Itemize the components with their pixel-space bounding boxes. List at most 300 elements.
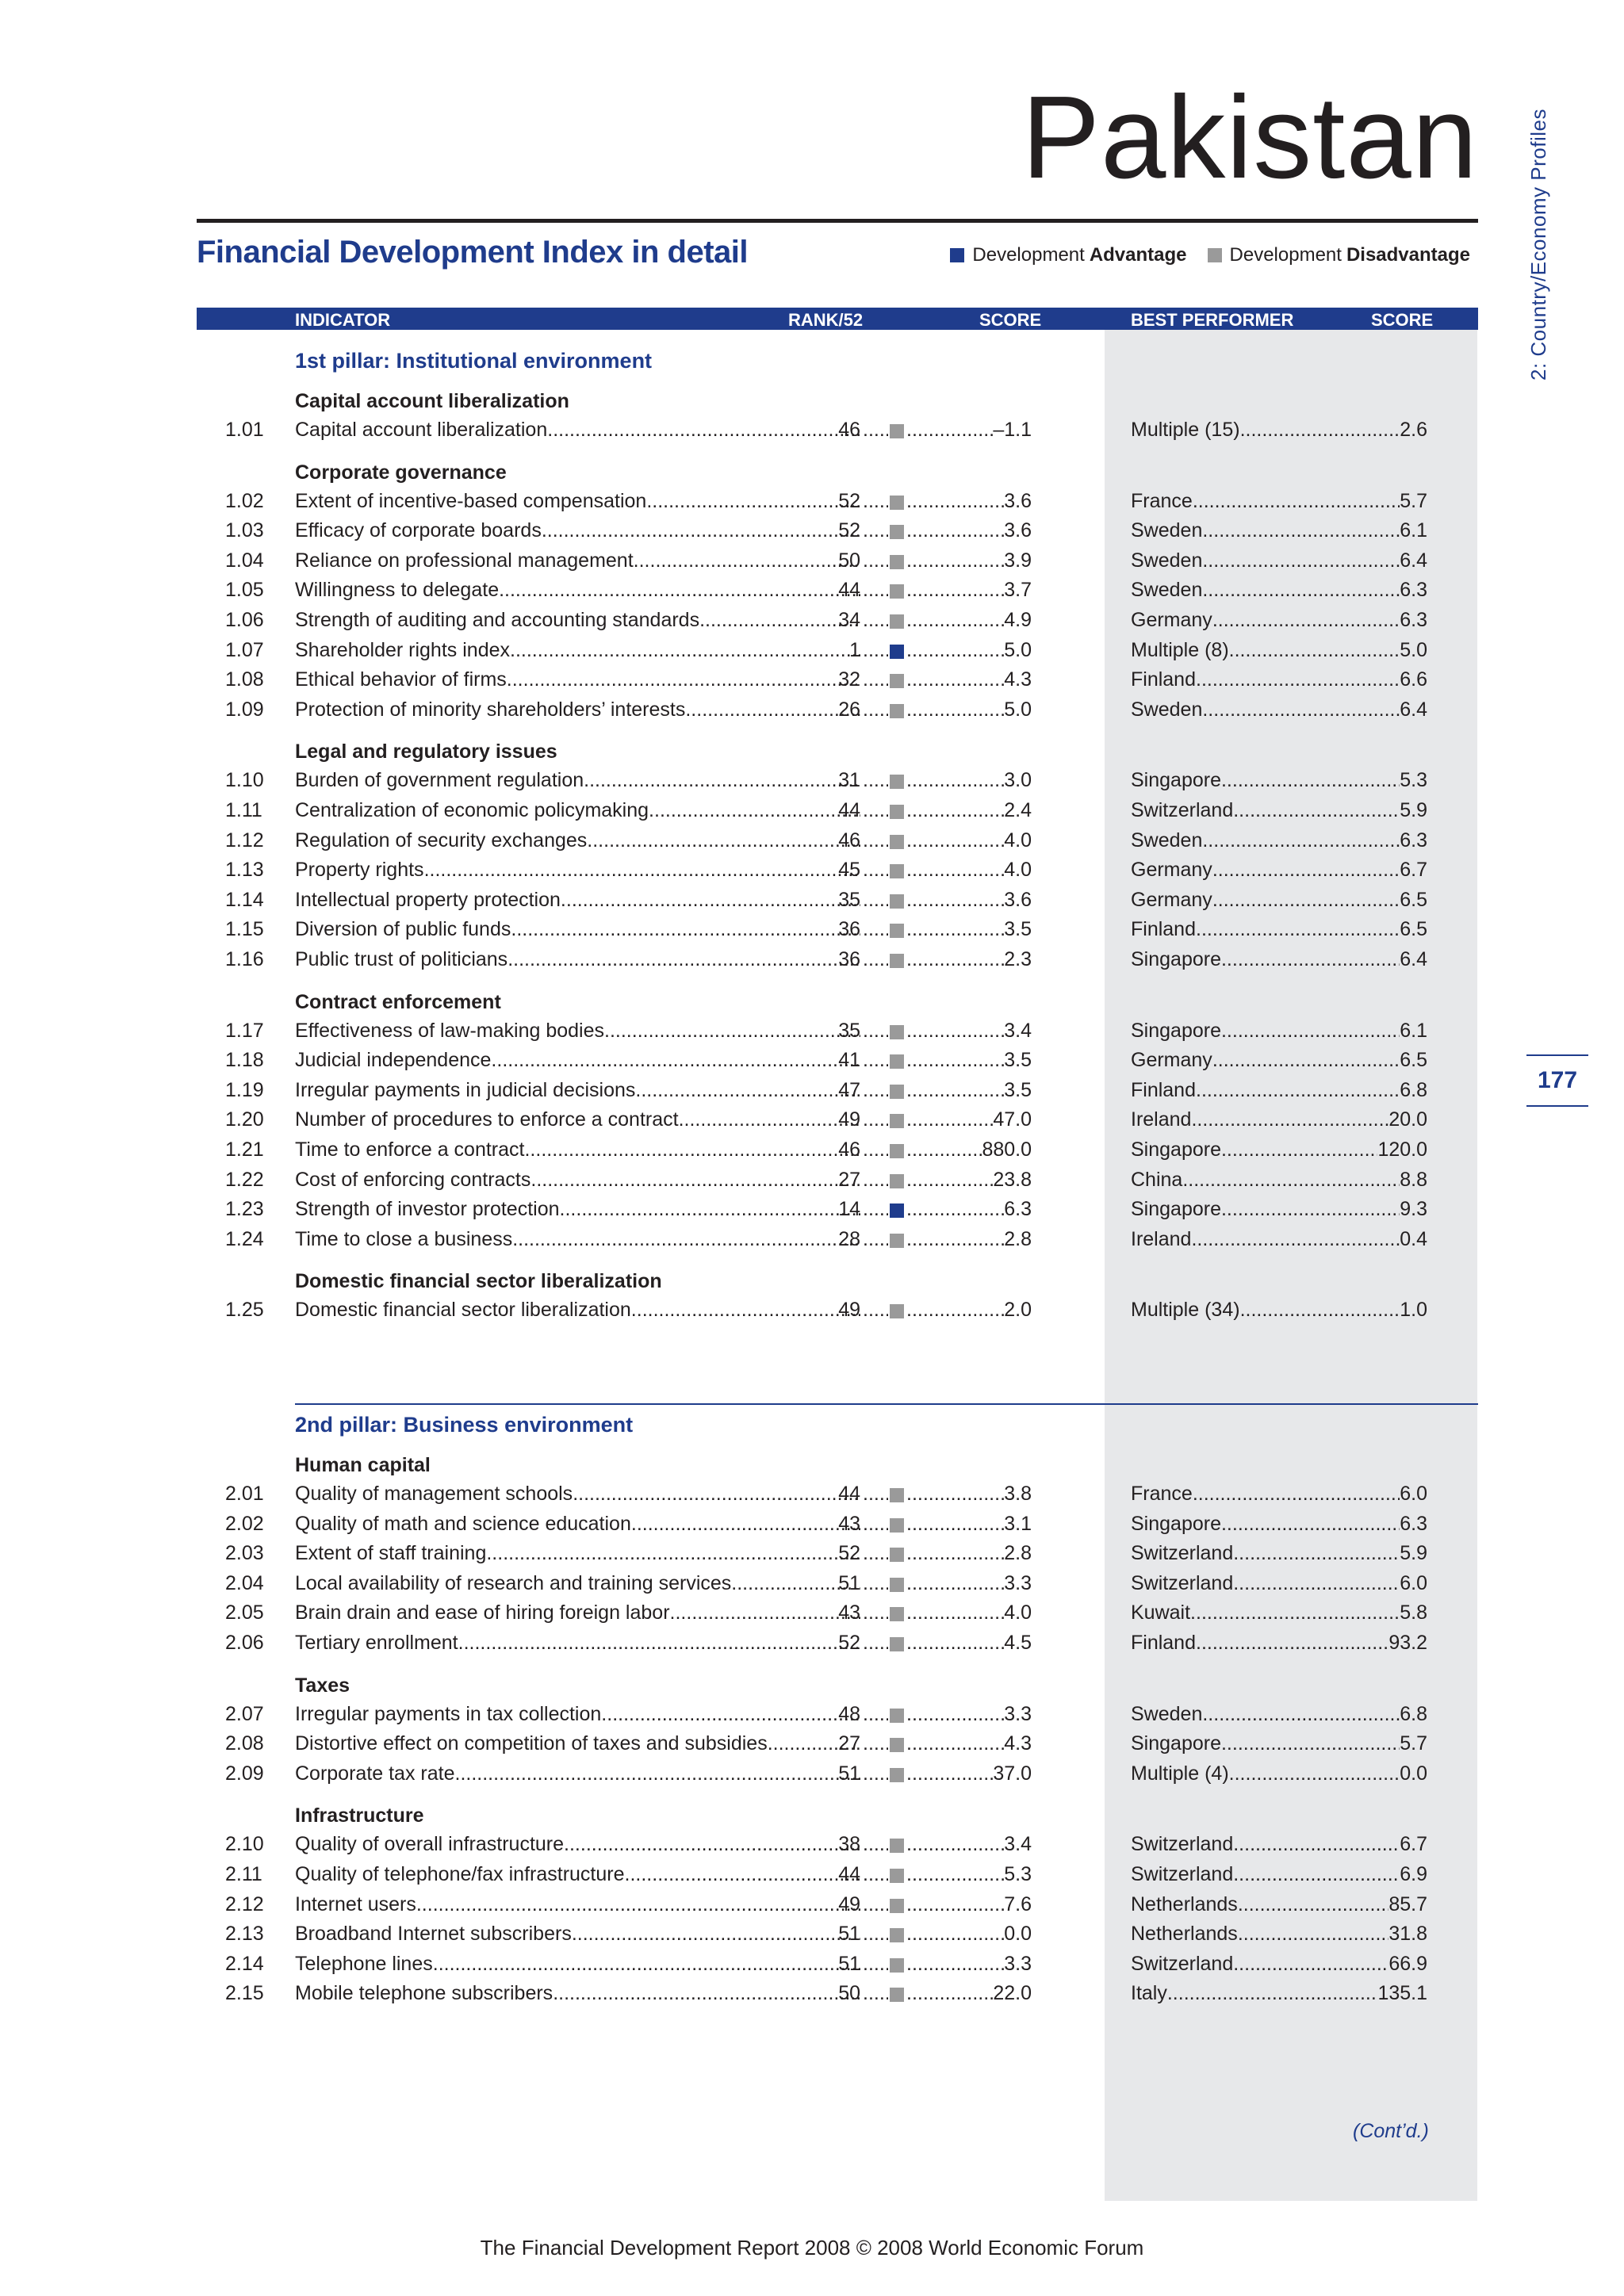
dot-leader [906,1020,1004,1043]
rank-value: 48 [838,1702,860,1725]
table-row [0,769,1624,798]
indicator-leader [295,1020,860,1043]
disadvantage-swatch [1208,248,1222,262]
dot-leader [1212,1049,1400,1072]
indicator-name: Strength of auditing and accounting standards [295,609,700,631]
disadvantage-marker [890,1548,904,1562]
table-row [0,1732,1624,1761]
table-row [0,490,1624,519]
dot-leader [906,948,1004,971]
best-performer-cell [1131,609,1427,632]
best-performer-name: Netherlands [1131,1923,1238,1946]
indicator-leader [295,419,860,442]
score-cell [906,549,1032,572]
legend-disadvantage-bold: Disadvantage [1346,244,1470,266]
score-cell [906,1198,1032,1221]
best-performer-cell [1131,1572,1427,1595]
rank-value: 51 [838,1923,860,1946]
indicator-name: Quality of management schools [295,1483,573,1505]
score-value: 23.8 [993,1168,1032,1191]
indicator-leader [295,609,860,632]
dot-leader [685,698,860,721]
indicator-number: 1.05 [225,579,264,602]
disadvantage-marker [890,1234,904,1248]
best-performer-name: Singapore [1131,1019,1221,1042]
indicator-number: 2.07 [225,1702,264,1725]
rank-value: 31 [838,769,860,792]
score-value: 3.4 [1004,1833,1032,1856]
disadvantage-marker [890,954,904,968]
dot-leader [863,490,888,513]
best-performer-score: 9.3 [1400,1198,1427,1221]
score-value: 4.5 [1004,1632,1032,1654]
best-performer-name: Singapore [1131,948,1221,970]
indicator-leader [295,1513,860,1536]
rank-value: 49 [838,1299,860,1322]
rank-value: 52 [838,519,860,542]
dot-leader [1229,639,1400,662]
indicator-number: 1.01 [225,419,264,441]
score-cell [906,769,1032,792]
dot-leader [530,1169,860,1192]
best-performer-cell [1131,1513,1427,1536]
dot-leader [863,1572,888,1595]
dot-leader [863,1953,888,1976]
indicator-leader [295,519,860,542]
indicator-number: 1.18 [225,1049,264,1072]
dot-leader [863,1169,888,1192]
dot-leader [564,1833,860,1856]
disadvantage-marker [890,1085,904,1099]
disadvantage-marker [890,1304,904,1318]
dot-leader [1202,829,1400,852]
indicator-leader [295,639,860,662]
score-value: 2.8 [1004,1227,1032,1250]
indicator-name: Brain drain and ease of hiring foreign labor [295,1601,670,1624]
best-performer-score: 6.0 [1400,1571,1427,1594]
indicator-number: 1.12 [225,828,264,851]
score-cell [906,1513,1032,1536]
score-cell [906,1228,1032,1251]
indicator-leader [295,1893,860,1916]
indicator-number: 1.03 [225,519,264,542]
rank-value: 26 [838,698,860,721]
indicator-leader [295,1542,860,1565]
best-performer-name: Switzerland [1131,1863,1234,1885]
table-row [0,1079,1624,1108]
indicator-number: 1.09 [225,698,264,721]
dot-leader [863,668,888,691]
group-title: Taxes [295,1674,350,1697]
table-header [197,308,1478,330]
best-performer-name: Switzerland [1131,799,1234,821]
best-performer-score: 6.5 [1400,888,1427,911]
disadvantage-marker [890,1607,904,1621]
score-cell [906,519,1032,542]
dot-leader [1233,1953,1388,1976]
table-row [0,419,1624,447]
dot-leader [906,1632,1004,1655]
score-cell [906,1169,1032,1192]
score-value: 880.0 [982,1138,1032,1161]
dot-leader [863,1893,888,1916]
indicator-number: 2.08 [225,1732,264,1755]
dot-leader [863,889,888,912]
dot-leader [906,829,1004,852]
rank-value: 46 [838,419,860,441]
best-performer-name: Sweden [1131,519,1203,542]
best-performer-cell [1131,1703,1427,1726]
indicator-name: Ethical behavior of firms [295,668,507,691]
dot-leader [1233,1572,1400,1595]
best-performer-name: Finland [1131,1632,1196,1654]
dot-leader [906,1923,1004,1946]
dot-leader [458,1632,860,1655]
best-performer-score: 120.0 [1377,1138,1427,1161]
dot-leader [906,1762,993,1785]
best-performer-score: 6.0 [1400,1483,1427,1505]
indicator-name: Intellectual property protection [295,888,561,911]
score-value: 2.3 [1004,948,1032,970]
indicator-leader [295,1079,860,1102]
indicator-leader [295,1923,860,1946]
score-value: 3.6 [1004,489,1032,512]
indicator-leader [295,1228,860,1251]
best-performer-name: Finland [1131,668,1196,691]
indicator-number: 1.23 [225,1198,264,1221]
score-cell [906,490,1032,513]
best-performer-name: Sweden [1131,549,1203,572]
dot-leader [670,1601,860,1624]
dot-leader [424,859,860,882]
score-cell [906,1138,1032,1161]
table-row [0,1863,1624,1892]
best-performer-name: Sweden [1131,828,1203,851]
dot-leader [560,1198,860,1221]
dot-leader [1221,1020,1400,1043]
dot-leader [510,639,860,662]
score-cell [906,639,1032,662]
indicator-name: Time to enforce a contract [295,1138,525,1161]
rank-value: 43 [838,1601,860,1624]
best-performer-score: 66.9 [1388,1952,1427,1975]
rank-value: 27 [838,1732,860,1755]
disadvantage-marker [890,1869,904,1883]
indicator-number: 2.12 [225,1892,264,1915]
dot-leader [512,1228,860,1251]
rank-value: 32 [838,668,860,691]
disadvantage-marker [890,704,904,718]
best-performer-cell [1131,918,1427,941]
dot-leader [863,1703,888,1726]
best-performer-name: Singapore [1131,769,1221,792]
score-value: 3.5 [1004,918,1032,941]
header-best-performer: BEST PERFORMER [1131,310,1294,330]
dot-leader [863,1483,888,1506]
dot-leader [433,1953,860,1976]
score-value: 3.3 [1004,1571,1032,1594]
table-row [0,1020,1624,1048]
indicator-number: 2.15 [225,1982,264,2005]
best-performer-name: France [1131,1483,1193,1505]
group-title: Human capital [295,1454,431,1476]
best-performer-name: Sweden [1131,579,1203,602]
indicator-leader [295,1833,860,1856]
best-performer-score: 5.7 [1400,489,1427,512]
indicator-leader [295,1108,860,1131]
best-performer-score: 6.3 [1400,828,1427,851]
dot-leader [1196,1632,1388,1655]
pillar-title: 2nd pillar: Business environment [295,1413,634,1437]
dot-leader [906,639,1004,662]
best-performer-score: 6.5 [1400,1049,1427,1072]
dot-leader [699,609,860,632]
score-value: 3.3 [1004,1952,1032,1975]
indicator-number: 2.06 [225,1632,264,1654]
best-performer-cell [1131,769,1427,792]
dot-leader [863,1982,888,2005]
indicator-name: Regulation of security exchanges [295,828,588,851]
best-performer-score: 6.1 [1400,519,1427,542]
dot-leader [491,1049,860,1072]
score-cell [906,1020,1032,1043]
dot-leader [511,918,860,941]
indicator-number: 2.14 [225,1952,264,1975]
best-performer-name: Italy [1131,1982,1167,2005]
best-performer-score: 6.4 [1400,948,1427,970]
best-performer-name: Multiple (15) [1131,419,1240,441]
score-value: 5.0 [1004,638,1032,661]
indicator-leader [295,799,860,822]
group-title: Corporate governance [295,461,507,484]
legend-disadvantage-prefix: Development [1229,244,1342,266]
score-cell [906,889,1032,912]
indicator-leader [295,1732,860,1755]
indicator-number: 2.05 [225,1601,264,1624]
score-value: 3.7 [1004,579,1032,602]
dot-leader [1238,1893,1389,1916]
disadvantage-marker [890,1709,904,1723]
dot-leader [906,419,993,442]
dot-leader [906,490,1004,513]
score-value: 3.0 [1004,769,1032,792]
best-performer-name: Germany [1131,859,1212,882]
best-performer-cell [1131,519,1427,542]
indicator-leader [295,769,860,792]
dot-leader [631,1513,860,1536]
dot-leader [863,1732,888,1755]
table-row [0,549,1624,578]
best-performer-name: Singapore [1131,1198,1221,1221]
rank-value: 44 [838,579,860,602]
table-row [0,1483,1624,1511]
indicator-leader [295,698,860,721]
dot-leader [584,769,860,792]
indicator-leader [295,549,860,572]
indicator-leader [295,1703,860,1726]
disadvantage-marker [890,584,904,599]
dot-leader [906,1833,1004,1856]
dot-leader [1196,668,1400,691]
rank-value: 51 [838,1571,860,1594]
best-performer-name: Germany [1131,609,1212,631]
table-row [0,799,1624,828]
dot-leader [634,549,860,572]
best-performer-cell [1131,948,1427,971]
indicator-leader [295,1049,860,1072]
table-row [0,1169,1624,1197]
disadvantage-marker [890,1114,904,1128]
score-cell [906,1953,1032,1976]
rank-value: 27 [838,1168,860,1191]
indicator-number: 1.07 [225,638,264,661]
best-performer-score: 1.0 [1400,1299,1427,1322]
rank-value: 46 [838,1138,860,1161]
dot-leader [906,1138,982,1161]
dot-leader [863,1923,888,1946]
group-title: Capital account liberalization [295,390,569,412]
dot-leader [507,668,860,691]
rank-value: 46 [838,828,860,851]
indicator-leader [295,1138,860,1161]
dot-leader [604,1020,860,1043]
rank-value: 36 [838,918,860,941]
dot-leader [1221,1198,1400,1221]
indicator-number: 1.24 [225,1227,264,1250]
indicator-name: Protection of minority shareholders’ interests [295,698,686,721]
dot-leader [553,1982,860,2005]
dot-leader [1221,1732,1400,1755]
best-performer-name: Switzerland [1131,1833,1234,1856]
score-value: 3.1 [1004,1512,1032,1535]
indicator-number: 1.20 [225,1108,264,1131]
indicator-leader [295,1572,860,1595]
indicator-name: Effectiveness of law-making bodies [295,1019,605,1042]
dot-leader [416,1893,860,1916]
rank-value: 36 [838,948,860,970]
best-performer-score: 85.7 [1388,1892,1427,1915]
rank-value: 35 [838,888,860,911]
dot-leader [906,889,1004,912]
indicator-leader [295,1198,860,1221]
legend [929,244,1470,266]
best-performer-score: 6.4 [1400,549,1427,572]
indicator-name: Tertiary enrollment [295,1632,458,1654]
disadvantage-marker [890,1839,904,1853]
dot-leader [1191,1108,1388,1131]
dot-leader [863,1762,888,1785]
indicator-leader [295,1953,860,1976]
dot-leader [863,639,888,662]
dot-leader [1233,799,1400,822]
indicator-name: Quality of math and science education [295,1512,631,1535]
dot-leader [1167,1982,1378,2005]
dot-leader [561,889,860,912]
header-rank: RANK/52 [788,310,864,330]
indicator-name: Broadband Internet subscribers [295,1923,572,1946]
best-performer-name: Switzerland [1131,1952,1234,1975]
score-value: 3.9 [1004,549,1032,572]
table-row [0,639,1624,668]
side-label: 2: Country/Economy Profiles [1526,109,1550,381]
indicator-number: 1.21 [225,1138,264,1161]
dot-leader [863,1108,888,1131]
indicator-number: 1.22 [225,1168,264,1191]
best-performer-cell [1131,549,1427,572]
score-cell [906,918,1032,941]
dot-leader [499,579,860,602]
table-row [0,698,1624,727]
best-performer-cell [1131,1833,1427,1856]
title-rule [197,219,1478,223]
dot-leader [631,1299,860,1322]
dot-leader [1229,1762,1400,1785]
best-performer-score: 31.8 [1388,1923,1427,1946]
score-value: 4.0 [1004,828,1032,851]
rank-value: 28 [838,1227,860,1250]
dot-leader [906,1513,1004,1536]
legend-advantage-prefix: Development [972,244,1085,266]
dot-leader [906,1863,1004,1886]
rank-value: 45 [838,859,860,882]
legend-disadvantage [1208,244,1470,266]
best-performer-name: Germany [1131,1049,1212,1072]
rank-value: 44 [838,799,860,821]
table-row [0,948,1624,977]
dot-leader [906,1228,1004,1251]
indicator-leader [295,829,860,852]
best-performer-name: Switzerland [1131,1571,1234,1594]
best-performer-score: 5.8 [1400,1601,1427,1624]
disadvantage-marker [890,775,904,789]
disadvantage-marker [890,496,904,510]
score-value: –1.1 [993,419,1032,441]
indicator-number: 1.15 [225,918,264,941]
dot-leader [863,1632,888,1655]
score-cell [906,1108,1032,1131]
best-performer-cell [1131,1982,1427,2005]
score-cell [906,1601,1032,1624]
best-performer-cell [1131,639,1427,662]
dot-leader [906,1169,993,1192]
indicator-name: Domestic financial sector liberalization [295,1299,631,1322]
indicator-name: Mobile telephone subscribers [295,1982,553,2005]
table-row [0,918,1624,947]
indicator-name: Burden of government regulation [295,769,584,792]
best-performer-name: Ireland [1131,1108,1192,1131]
table-row [0,1228,1624,1257]
score-value: 7.6 [1004,1892,1032,1915]
indicator-number: 2.01 [225,1483,264,1505]
dot-leader [1212,859,1400,882]
best-performer-score: 0.4 [1400,1227,1427,1250]
score-value: 4.0 [1004,859,1032,882]
dot-leader [1212,609,1400,632]
best-performer-cell [1131,419,1427,442]
score-cell [906,1732,1032,1755]
footer: The Financial Development Report 2008 © 2008 World Economic Forum [480,2236,1144,2260]
score-value: 2.4 [1004,799,1032,821]
table-row [0,1893,1624,1922]
best-performer-name: Ireland [1131,1227,1192,1250]
dot-leader [1193,1483,1400,1506]
table-row [0,1923,1624,1951]
table-row [0,1299,1624,1327]
score-value: 5.3 [1004,1863,1032,1885]
indicator-number: 1.25 [225,1299,264,1322]
score-cell [906,1299,1032,1322]
table-row [0,668,1624,697]
